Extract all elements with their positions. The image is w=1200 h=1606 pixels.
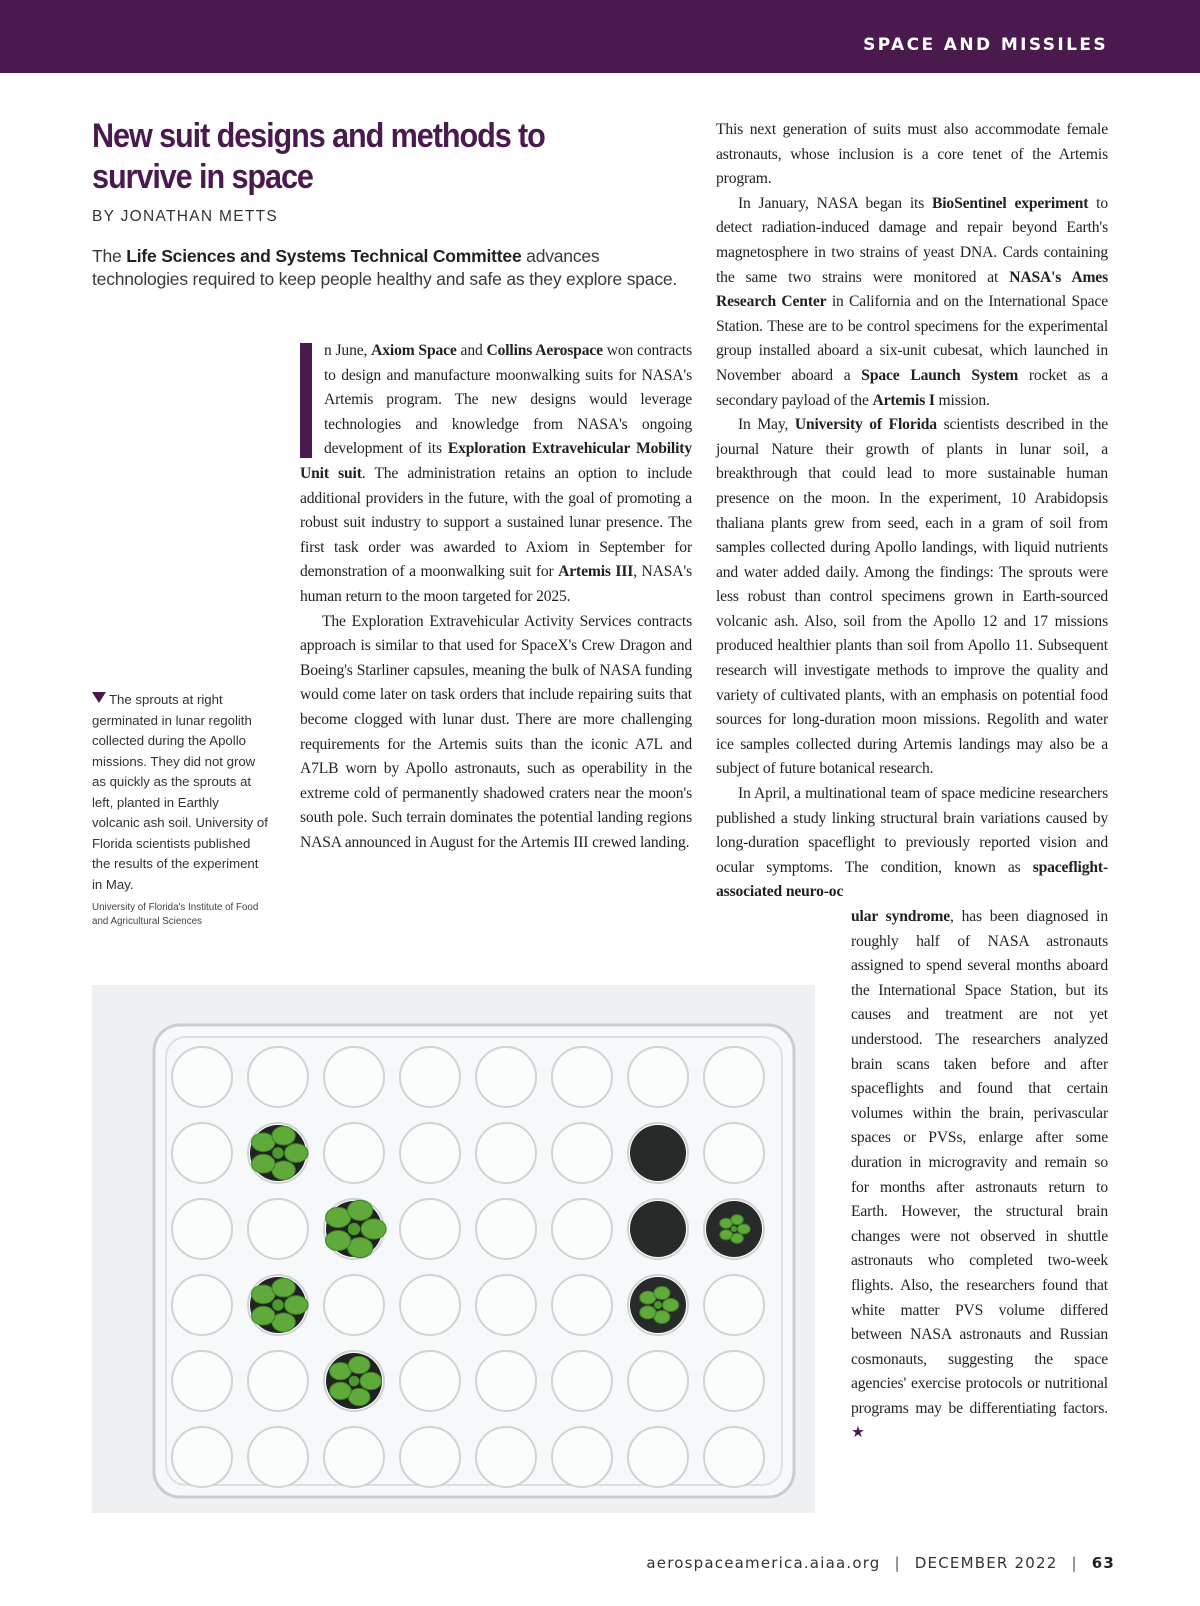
plate-well	[248, 1199, 308, 1259]
footer-separator: |	[1071, 1554, 1078, 1572]
footer-site: aerospaceamerica.aiaa.org	[646, 1554, 881, 1572]
soil-well	[630, 1125, 686, 1181]
photo-caption	[92, 690, 270, 895]
plate-well	[172, 1351, 232, 1411]
plate-well	[704, 1047, 764, 1107]
plate-well	[552, 1199, 612, 1259]
plate-well	[172, 1427, 232, 1487]
plate-well	[476, 1123, 536, 1183]
plate-well	[476, 1275, 536, 1335]
plant-leaf	[738, 1224, 751, 1234]
plate-well	[172, 1047, 232, 1107]
plate-well	[552, 1123, 612, 1183]
plate-well	[628, 1047, 688, 1107]
photo-credit: University of Florida's Institute of Food and Agricultural Sciences	[92, 902, 259, 927]
footer-separator: |	[894, 1554, 901, 1572]
plant-center	[272, 1299, 283, 1310]
plate-well	[172, 1275, 232, 1335]
plate-well	[400, 1351, 460, 1411]
plate-well	[552, 1351, 612, 1411]
plate-well	[172, 1123, 232, 1183]
plant-leaf	[347, 1200, 372, 1220]
deck-text: The	[92, 246, 127, 266]
paragraph: n June, Axiom Space and Collins Aerospace won contracts to design and manufacture moonwalking suits for NASA's Artemis program. The new designs would leverage technologies and knowledge from NASA's ongoing development of its Exploration Extravehicular Mobility Unit suit. The administration retains an option to include additional providers in the future, with the goal of promoting a robust suit industry to support a sustained lunar presence. The first task order was awarded to Axiom in September for demonstration of a moonwalking suit for Artemis III, NASA's human return to the moon targeted for 2025.	[300, 342, 692, 605]
plant-center	[348, 1223, 360, 1235]
drop-cap-bar	[300, 343, 312, 458]
plant-leaf	[330, 1382, 352, 1399]
plant-leaf	[285, 1144, 308, 1163]
plant-leaf	[720, 1230, 733, 1240]
triangle-down-icon	[92, 692, 106, 703]
paragraph: ular syndrome, has been diagnosed in roughly half of NASA astronauts assigned to spend several months aboard the International Space Station, but its causes and treatment are not yet understood. The researchers analyzed brain scans taken before and after spaceflights and found that certain volumes within the brain, perivascular spaces or PVSs, enlarge after some duration in microgravity and remain so for months after astronauts return to Earth. However, the structural brain changes were not observed in shuttle astronauts who completed two-week flights. Also, the researchers found that white matter PVS volume differed between NASA astronauts and Russian cosmonauts, suggesting the space agencies' exercise protocols or nutritional programs may be differentiating factors. ★	[851, 908, 1109, 1442]
paragraph: This next generation of suits must also accommodate female astronauts, whose inclusion is a core tenet of the Artemis program.	[716, 121, 1108, 188]
plate-well	[324, 1427, 384, 1487]
plant-leaf	[731, 1215, 744, 1225]
paragraph: In January, NASA began its BioSentinel experiment to detect radiation-induced damage and repair beyond Earth's magnetosphere in two strains of yeast DNA. Cards containing the same two strains were monitored at NASA's Ames Research Center in California and on the International Space Station. These are to be control specimens for the experimental group installed aboard a six-unit cubesat, which launched in November aboard a Space Launch System rocket as a secondary payload of the Artemis I mission.	[716, 194, 1108, 409]
plate-well	[704, 1123, 764, 1183]
committee-name: Life Sciences and Systems Technical Committee	[126, 246, 522, 266]
plate-well	[704, 1351, 764, 1411]
plate-well	[248, 1351, 308, 1411]
caption-text: The sprouts at right germinated in lunar regolith collected during the Apollo missions. They did not grow as quickly as the sprouts at left, planted in Earthly volcanic ash soil. University of Florida scientists published the results of the experiment in May.	[92, 692, 268, 892]
plate-well	[400, 1275, 460, 1335]
plate-well	[324, 1123, 384, 1183]
plate-well	[248, 1047, 308, 1107]
article-headline: New suit designs and methods to survive in space	[92, 117, 545, 196]
plant-leaf	[252, 1306, 275, 1325]
plant-center	[272, 1147, 283, 1158]
body-column-middle	[300, 339, 692, 855]
paragraph: In May, University of Florida scientists described in the journal Nature their growth of plants in lunar soil, a breakthrough that could lead to more sustainable human presence on the moon. In the experiment, 10 Arabidopsis thaliana plants grew from seed, each in a gram of soil from samples collected during Apollo landings, with liquid nutrients and water added daily. Among the findings: The sprouts were less robust than control specimens grown in Earth-sourced volcanic ash. Also, soil from the Apollo 12 and 17 missions produced healthier plants than soil from Apollo 11. Subsequent research will investigate methods to improve the quality and variety of cultivated plants, with an emphasis on potential food sources for long-duration moon missions. Regolith and water ice samples collected during Artemis landings may also be a subject of future botanical research.	[716, 416, 1108, 778]
plant-leaf	[361, 1219, 386, 1239]
plant-leaf	[272, 1278, 295, 1297]
plate-well	[400, 1047, 460, 1107]
plant-leaf	[285, 1296, 308, 1315]
byline: BY JONATHAN METTS	[92, 208, 279, 225]
plate-well	[248, 1427, 308, 1487]
plant-leaf	[252, 1154, 275, 1173]
plate-well	[400, 1123, 460, 1183]
paragraph: The Exploration Extravehicular Activity Services contracts approach is similar to that used for SpaceX's Crew Dragon and Boeing's Starliner capsules, meaning the bulk of NASA funding would come later on task orders that include repairing suits that become clogged with lunar dust. There are more challenging requirements for the Artemis suits than the iconic A7L and A7LB worn by Apollo astronauts, such as operability in the extreme cold of permanently shadowed craters near the moon's south pole. Such terrain dominates the potential landing regions NASA announced in August for the Artemis III crewed landing.	[300, 612, 692, 851]
plant-leaf	[360, 1372, 382, 1389]
soil-well	[630, 1201, 686, 1257]
plate-well	[172, 1199, 232, 1259]
plant-leaf	[348, 1356, 370, 1373]
section-header-bar	[0, 0, 1200, 73]
paragraph: In April, a multinational team of space medicine researchers published a study linking structural brain variations caused by long-duration spaceflight to previously reported vision and ocular symptoms. The condition, known as spaceflight-associated neuro-oc	[716, 785, 1108, 901]
section-label: SPACE AND MISSILES	[863, 35, 1108, 55]
plate-well	[324, 1047, 384, 1107]
plant-leaf	[654, 1287, 670, 1300]
plate-well	[628, 1427, 688, 1487]
plate-well	[400, 1427, 460, 1487]
plate-well	[552, 1047, 612, 1107]
plate-well	[552, 1427, 612, 1487]
deck-text: advances technologies required to keep people healthy and safe as they explore space.	[92, 246, 678, 289]
plate-well	[552, 1275, 612, 1335]
article-deck	[92, 245, 692, 291]
page-number: 63	[1091, 1554, 1115, 1572]
footer-date: DECEMBER 2022	[914, 1554, 1058, 1572]
star-icon: ★	[851, 1424, 865, 1442]
well-plate-illustration	[92, 985, 815, 1513]
plant-leaf	[663, 1299, 679, 1312]
plate-well	[476, 1351, 536, 1411]
plant-leaf	[640, 1306, 656, 1319]
plant-center	[731, 1226, 737, 1232]
plant-leaf	[326, 1230, 351, 1250]
plant-center	[349, 1376, 360, 1387]
plate-well	[704, 1427, 764, 1487]
plate-well	[476, 1047, 536, 1107]
plant-center	[654, 1301, 662, 1309]
plate-well	[400, 1199, 460, 1259]
plate-well	[324, 1275, 384, 1335]
plant-plate-photo	[92, 985, 815, 1513]
plate-well	[704, 1275, 764, 1335]
plate-well	[628, 1351, 688, 1411]
page-footer	[646, 1554, 1115, 1572]
plate-well	[476, 1199, 536, 1259]
plant-leaf	[272, 1126, 295, 1145]
plate-well	[476, 1427, 536, 1487]
